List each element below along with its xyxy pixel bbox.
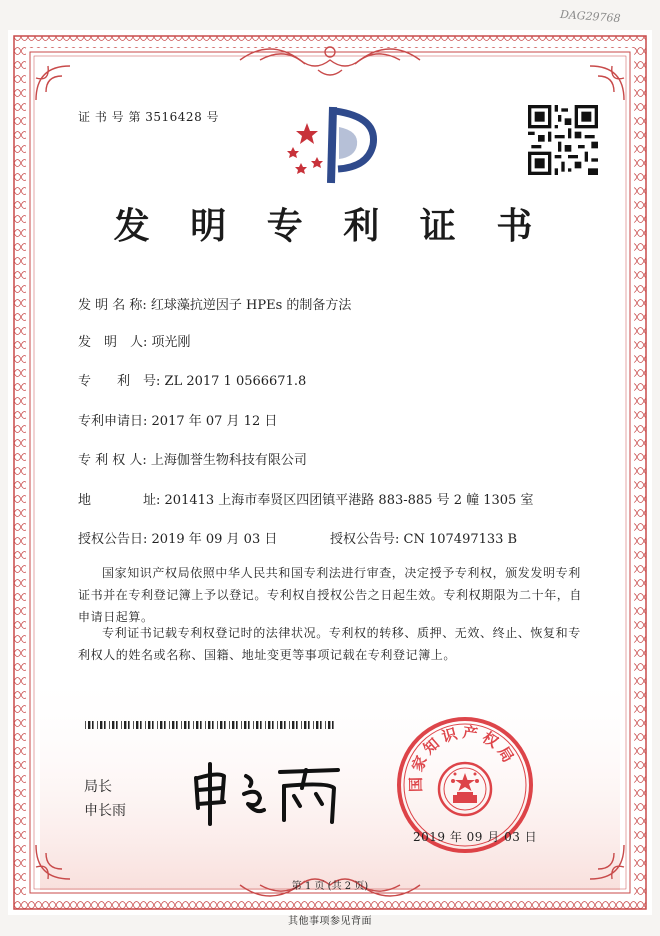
director-name: 申长雨	[84, 803, 126, 819]
page-number: 第 1 页 (共 2 页)	[291, 881, 369, 892]
field-value: CN 107497133 B	[403, 532, 518, 547]
field-label: 发 明 名 称:	[78, 298, 147, 313]
field-grant-date	[78, 528, 277, 547]
field-value: 红球藻抗逆因子 HPEs 的制备方法	[150, 298, 352, 313]
field-value: ZL 2017 1 0566671.8	[164, 374, 307, 389]
director-title: 局长	[84, 779, 112, 795]
field-label: 授权公告日:	[78, 532, 148, 547]
field-address	[78, 489, 533, 508]
field-inventor	[78, 331, 191, 350]
seal-date: 2019 年 09 月 03 日	[413, 830, 538, 844]
field-label: 专利申请日:	[78, 414, 148, 429]
field-value: 201413 上海市奉贤区四团镇平港路 883-885 号 2 幢 1305 室	[164, 493, 534, 508]
field-grant-number	[330, 528, 517, 547]
field-label: 地 址:	[78, 493, 161, 508]
body-paragraph: 国家知识产权局依照中华人民共和国专利法进行审查，决定授予专利权，颁发发明专利证书并在专利登记簿上予以登记。专利权自授权公告之日起生效。专利权期限为二十年，自申请日起算。	[78, 566, 583, 624]
certificate-title: 发 明 专 利 证 书	[113, 205, 547, 247]
qr-code-icon	[528, 105, 598, 175]
seal-text: 国家知识产权局	[406, 723, 520, 793]
field-label: 发 明 人:	[78, 335, 148, 350]
body-paragraph: 专利证书记载专利权登记时的法律状况。专利权的转移、质押、无效、终止、恢复和专利权人的姓名或名称、国籍、地址变更等事项记载在专利登记簿上。	[78, 626, 581, 662]
director-signature	[188, 758, 348, 828]
field-invention-name	[78, 294, 351, 313]
handwritten-note: DAG29768	[559, 7, 621, 26]
field-label: 专 利 权 人:	[78, 453, 147, 468]
cnipa-logo-icon	[283, 105, 383, 185]
field-value: 上海伽誉生物科技有限公司	[150, 453, 307, 468]
field-label: 专 利 号:	[78, 374, 161, 389]
field-label: 授权公告号:	[330, 532, 400, 547]
national-emblem-icon	[439, 763, 491, 815]
back-note: 其他事项参见背面	[288, 916, 372, 927]
field-value: 2019 年 09 月 03 日	[151, 532, 278, 547]
field-patent-number	[78, 370, 306, 389]
field-patentee	[78, 449, 307, 468]
field-value: 2017 年 07 月 12 日	[151, 414, 278, 429]
certificate-number: 证 书 号 第 3516428 号	[78, 110, 220, 124]
field-value: 项光刚	[151, 335, 191, 350]
barcode-icon	[85, 721, 335, 729]
field-filing-date	[78, 410, 277, 429]
